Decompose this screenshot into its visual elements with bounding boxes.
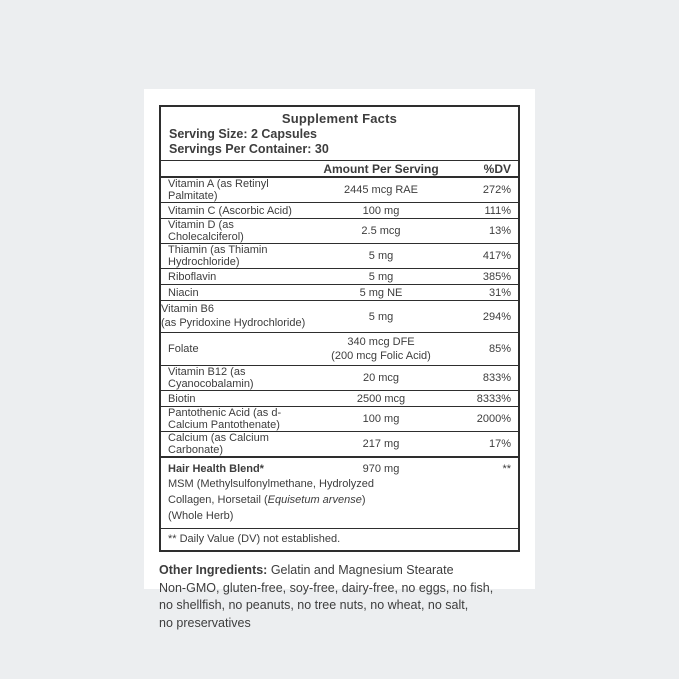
nutrient-amount: 5 mg bbox=[368, 310, 394, 323]
other-ingredients-value: Gelatin and Magnesium Stearate bbox=[267, 563, 454, 577]
nutrient-dv: 111% bbox=[484, 204, 511, 217]
supplement-facts-panel bbox=[159, 105, 520, 552]
allergen-line: no shellfish, no peanuts, no tree nuts, no wheat, no salt, bbox=[159, 598, 469, 612]
nutrient-amount: 100 mg bbox=[362, 413, 400, 425]
blend-description-line2 bbox=[168, 492, 518, 508]
nutrient-amount: 20 mcg bbox=[362, 372, 400, 384]
blend-description-line2-post: ) bbox=[361, 494, 366, 506]
nutrient-row-vitamin-b12 bbox=[161, 365, 518, 390]
nutrient-name: Riboflavin bbox=[168, 270, 217, 283]
nutrient-name: Biotin bbox=[168, 392, 196, 405]
label-card bbox=[144, 89, 535, 630]
nutrient-dv: 385% bbox=[482, 270, 511, 283]
nutrient-dv: 17% bbox=[488, 438, 511, 450]
blend-amount: 970 mg bbox=[362, 462, 400, 475]
column-header-row bbox=[161, 160, 518, 178]
nutrient-row-vitamin-a bbox=[161, 178, 518, 202]
blend-row bbox=[161, 461, 518, 476]
nutrient-dv: 2000% bbox=[476, 413, 511, 425]
nutrient-amount: 5 mg NE bbox=[359, 286, 403, 299]
hair-health-blend-section bbox=[161, 456, 518, 528]
nutrient-name: Vitamin C (Ascorbic Acid) bbox=[168, 204, 292, 217]
blend-description-line3: (Whole Herb) bbox=[168, 510, 234, 522]
other-ingredients-label: Other Ingredients: bbox=[159, 563, 268, 577]
nutrient-row-vitamin-d bbox=[161, 218, 518, 243]
other-ingredients-section bbox=[159, 562, 520, 632]
nutrient-name: Vitamin B12 (as Cyanocobalamin) bbox=[168, 366, 254, 390]
nutrient-amount: 2445 mcg RAE bbox=[344, 184, 418, 196]
nutrient-row-riboflavin bbox=[161, 268, 518, 284]
nutrient-row-biotin bbox=[161, 390, 518, 406]
nutrient-row-vitamin-c bbox=[161, 202, 518, 218]
nutrient-name-line1: Vitamin B6 bbox=[161, 303, 214, 315]
panel-title: Supplement Facts bbox=[281, 111, 398, 126]
nutrient-row-calcium bbox=[161, 431, 518, 456]
panel-header bbox=[161, 107, 518, 160]
blend-description bbox=[161, 476, 518, 524]
blend-description-line2-pre: Collagen, Horsetail ( bbox=[168, 494, 268, 506]
nutrient-dv: 294% bbox=[482, 310, 511, 323]
nutrient-dv: 417% bbox=[482, 250, 511, 262]
nutrient-name: Pantothenic Acid (as d-Calcium Pantothenate) bbox=[168, 407, 282, 431]
nutrient-amount: 2.5 mcg bbox=[361, 225, 401, 237]
dv-footnote: ** Daily Value (DV) not established. bbox=[161, 528, 518, 550]
blend-dv: ** bbox=[502, 462, 511, 475]
nutrient-name: Vitamin A (as Retinyl Palmitate) bbox=[168, 178, 269, 202]
other-ingredients-line bbox=[159, 562, 520, 580]
nutrient-amount bbox=[306, 333, 456, 365]
servings-per-container: Servings Per Container: 30 bbox=[169, 142, 329, 156]
nutrient-dv: 8333% bbox=[476, 392, 511, 405]
nutrient-name: Thiamin (as Thiamin Hydrochloride) bbox=[168, 244, 268, 268]
nutrient-name: Folate bbox=[168, 343, 199, 355]
nutrient-dv: 833% bbox=[482, 372, 511, 384]
blend-name: Hair Health Blend* bbox=[168, 462, 264, 475]
allergen-line: no preservatives bbox=[159, 615, 251, 630]
nutrient-name: Calcium (as Calcium Carbonate) bbox=[168, 432, 269, 456]
nutrient-row-niacin bbox=[161, 284, 518, 300]
nutrient-rows bbox=[161, 178, 518, 456]
nutrient-row-thiamin bbox=[161, 243, 518, 268]
nutrient-amount: 2500 mcg bbox=[356, 392, 406, 405]
nutrient-dv: 31% bbox=[488, 286, 511, 299]
nutrient-amount: 5 mg bbox=[368, 250, 394, 262]
blend-description-line1: MSM (Methylsulfonylmethane, Hydrolyzed bbox=[168, 478, 375, 490]
nutrient-amount-line2: (200 mcg Folic Acid) bbox=[331, 350, 431, 362]
column-header-amount: Amount Per Serving bbox=[323, 161, 439, 176]
blend-description-latin-name: Equisetum arvense bbox=[267, 494, 362, 506]
nutrient-name: Niacin bbox=[168, 286, 199, 299]
nutrient-row-vitamin-b6 bbox=[161, 300, 518, 332]
column-header-dv: %DV bbox=[483, 161, 511, 176]
nutrient-dv: 272% bbox=[482, 184, 511, 196]
nutrient-name-line2: (as Pyridoxine Hydrochloride) bbox=[161, 316, 306, 329]
nutrient-amount: 5 mg bbox=[368, 270, 394, 283]
nutrient-name bbox=[161, 301, 306, 332]
nutrient-dv: 85% bbox=[488, 343, 511, 355]
allergen-line: Non-GMO, gluten-free, soy-free, dairy-free, no eggs, no fish, bbox=[159, 580, 494, 595]
nutrient-amount: 100 mg bbox=[362, 204, 400, 217]
serving-size: Serving Size: 2 Capsules bbox=[169, 127, 317, 141]
nutrient-dv: 13% bbox=[488, 225, 511, 237]
nutrient-name: Vitamin D (as Cholecalciferol) bbox=[168, 219, 244, 243]
nutrient-amount-line1: 340 mcg DFE bbox=[347, 336, 415, 348]
nutrient-row-folate bbox=[161, 332, 518, 365]
nutrient-amount: 217 mg bbox=[362, 438, 400, 450]
nutrient-row-pantothenic-acid bbox=[161, 406, 518, 431]
